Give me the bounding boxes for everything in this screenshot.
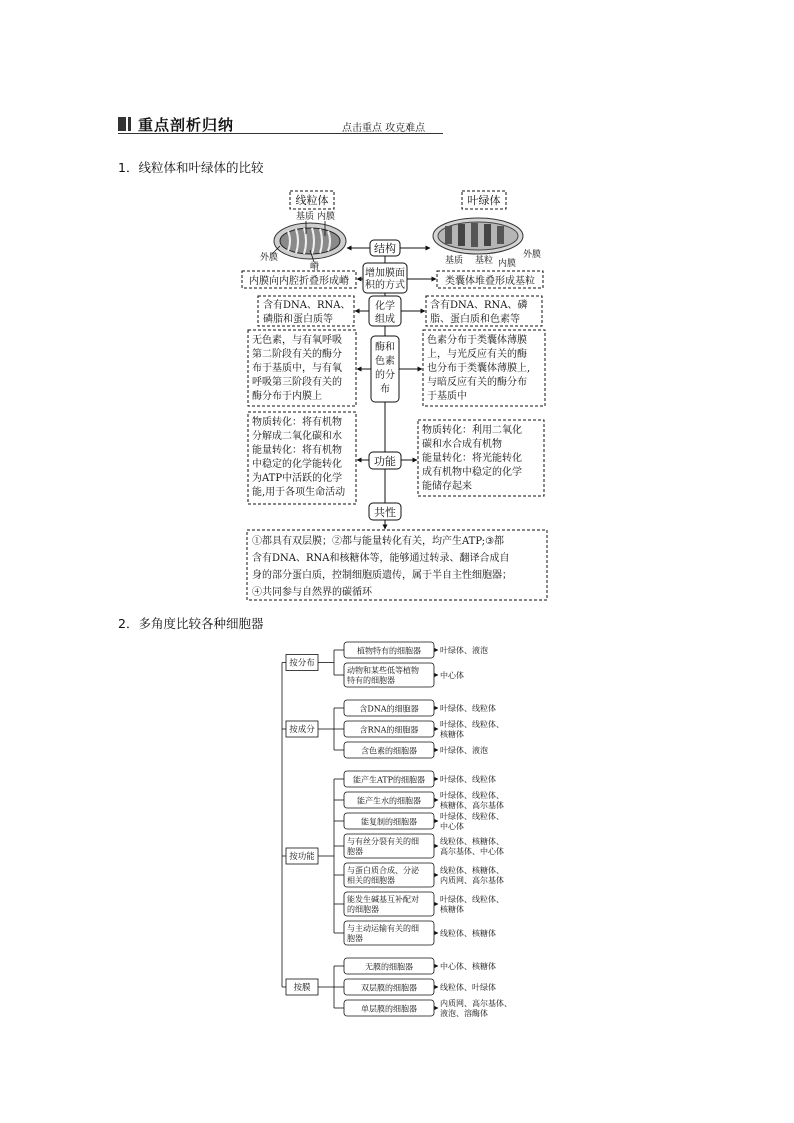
organelle-result-text: 叶绿体、液泡	[440, 646, 488, 655]
mito-function-line: 物质转化：将有机物	[252, 417, 342, 428]
section-header-subtitle: 点击重点 攻克难点	[342, 123, 426, 134]
group-label-text: 按膜	[293, 983, 311, 993]
organelle-result-text: 叶绿体、线粒体、	[440, 895, 504, 904]
group-label-text: 按成分	[289, 725, 315, 735]
chloro-membrane-method: 类囊体堆叠形成基粒	[445, 276, 535, 287]
center-structure: 结构	[374, 242, 396, 255]
common-text-line: 身的部分蛋白质，控制细胞质遗传，属于半自主性细胞器；	[252, 570, 512, 581]
organelle-category-text: 含色素的细胞器	[361, 746, 417, 756]
chloro-enzyme-line: 色素分布于类囊体薄膜	[427, 335, 527, 346]
mito-membrane-method: 内膜向内腔折叠形成嵴	[249, 276, 349, 287]
chloro-grana-label: 基粒	[475, 256, 494, 266]
organelle-result-text: 核糖体	[440, 730, 464, 739]
chloro-stroma-label: 基质	[445, 256, 464, 266]
section-header-title: 重点剖析归纳	[138, 116, 235, 134]
chloro-chem-line: 含有DNA、RNA、磷	[430, 300, 528, 311]
organelle-result-text: 叶绿体、线粒体、	[440, 791, 504, 800]
mito-chem-line: 磷脂和蛋白质等	[263, 314, 333, 325]
organelle-result-text: 线粒体、核糖体、	[440, 837, 504, 846]
section2-title: 2．多角度比较各种细胞器	[118, 616, 264, 631]
group-label-text: 按功能	[289, 852, 315, 862]
chloro-chem-line: 脂、蛋白质和色素等	[430, 314, 520, 325]
center-chem-1: 化学	[375, 301, 395, 312]
organelle-result-text: 线粒体、核糖体、	[440, 866, 504, 875]
organelle-category-text: 单层膜的细胞器	[361, 1004, 417, 1014]
chloro-function-line: 碳和水合成有机物	[422, 439, 502, 450]
organelle-category-text: 植物特有的细胞器	[357, 646, 421, 656]
chloro-function-line: 能储存起来	[422, 481, 472, 492]
organelle-category-text: 与蛋白质合成、分泌	[347, 866, 419, 875]
organelle-result-text: 叶绿体、液泡	[440, 746, 488, 755]
center-enzyme-line: 布	[380, 384, 390, 395]
organelle-result-text: 中心体	[440, 822, 464, 831]
organelle-category-text: 含DNA的细胞器	[359, 704, 419, 714]
organelle-result-text: 中心体	[440, 671, 464, 680]
mito-function-line: 中稳定的化学能转化	[252, 459, 342, 470]
organelle-category-text: 特有的细胞器	[347, 676, 395, 685]
organelle-result-text: 内质网、高尔基体	[440, 876, 504, 885]
chloro-enzyme-line: 与暗反应有关的酶分布	[427, 377, 527, 388]
mito-function-line: 分解成二氧化碳和水	[252, 431, 342, 442]
organelle-result-text: 叶绿体、线粒体	[440, 775, 496, 784]
mito-outer-membrane-label: 外膜	[260, 253, 279, 263]
mito-enzyme-line: 呼吸第三阶段有关的	[252, 377, 342, 388]
mito-enzyme-line: 酶分布于内膜上	[252, 391, 322, 402]
center-enzyme-line: 色素	[375, 356, 395, 367]
center-common: 共性	[374, 506, 396, 519]
chloroplast-illustration	[433, 218, 523, 254]
organelle-category-text: 与主动运输有关的细	[347, 924, 419, 933]
organelle-category-text: 胞器	[347, 934, 363, 943]
organelle-category-text: 无膜的细胞器	[365, 962, 413, 972]
organelle-category-text: 的细胞器	[347, 905, 379, 914]
organelle-category-text: 能发生碱基互补配对	[347, 895, 419, 904]
organelle-result-text: 叶绿体、线粒体	[440, 704, 496, 713]
mito-inner-membrane-label: 内膜	[317, 212, 336, 222]
organelle-result-text: 核糖体	[440, 905, 464, 914]
organelle-classification-diagram	[280, 640, 550, 1020]
organelle-result-text: 叶绿体、线粒体、	[440, 812, 504, 821]
mito-function-line: 能量转化：将有机物	[252, 445, 342, 456]
chloro-enzyme-line: 上，与光反应有关的酶	[427, 349, 527, 360]
mito-chem-line: 含有DNA、RNA、	[263, 300, 351, 311]
organelle-result-text: 液泡、溶酶体	[440, 1009, 488, 1018]
organelle-category-text: 双层膜的细胞器	[361, 983, 417, 993]
organelle-result-text: 线粒体、叶绿体	[440, 983, 496, 992]
organelle-category-text: 能产生水的细胞器	[357, 796, 421, 806]
organelle-result-text: 高尔基体、中心体	[440, 847, 504, 856]
chloro-enzyme-line: 于基质中	[427, 391, 467, 402]
organelle-category-text: 能产生ATP的细胞器	[352, 775, 426, 785]
chloro-function-line: 成有机物中稳定的化学	[422, 467, 522, 478]
section1-title: 1．线粒体和叶绿体的比较	[118, 160, 264, 175]
organelle-category-text: 能复制的细胞器	[361, 817, 417, 827]
organelle-result-text: 核糖体、高尔基体	[440, 801, 504, 810]
chloro-enzyme-line: 也分布于类囊体薄膜上,	[427, 363, 531, 374]
chloro-outer-membrane-label: 外膜	[523, 250, 542, 260]
group-label-text: 按分布	[289, 658, 315, 669]
mito-enzyme-line: 无色素，与有氧呼吸	[252, 335, 342, 346]
center-enzyme-line: 的分	[375, 370, 395, 381]
common-text-line: 含有DNA、RNA和核糖体等，能够通过转录、翻译合成自	[252, 553, 510, 564]
mito-crista-label: 嵴	[310, 262, 320, 272]
chloroplast-label: 叶绿体	[467, 194, 501, 207]
mito-chloro-comparison-diagram	[230, 186, 560, 602]
common-text-line: ④共同参与自然界的碳循环	[252, 587, 372, 598]
chloro-function-line: 能量转化：将光能转化	[422, 453, 522, 464]
organelle-result-text: 叶绿体、线粒体、	[440, 720, 504, 729]
organelle-category-text: 含RNA的细胞器	[359, 725, 419, 735]
mito-function-line: 能,用于各项生命活动	[252, 487, 346, 498]
organelle-result-text: 中心体、核糖体	[440, 962, 496, 971]
chloro-function-line: 物质转化：利用二氧化	[422, 425, 522, 436]
organelle-category-text: 相关的细胞器	[347, 876, 395, 885]
mitochondrion-illustration	[274, 223, 346, 259]
organelle-category-text: 与有丝分裂有关的细	[347, 837, 419, 846]
mito-matrix-label: 基质	[296, 212, 315, 222]
organelle-result-text: 内质网、高尔基体、	[440, 999, 512, 1008]
center-enzyme-line: 酶和	[375, 342, 395, 353]
mito-enzyme-line: 布于基质中，与有氧	[252, 363, 342, 374]
common-text-line: ①都具有双层膜；②都与能量转化有关，均产生ATP;③都	[252, 536, 505, 547]
organelle-category-text: 动物和某些低等植物	[347, 666, 419, 675]
organelle-category-text: 胞器	[347, 847, 363, 856]
center-increase-2: 积的方式	[365, 280, 405, 291]
mito-function-line: 为ATP中活跃的化学	[252, 473, 343, 484]
center-chem-2: 组成	[375, 314, 395, 325]
center-increase-1: 增加膜面	[365, 268, 405, 279]
chloro-inner-membrane-label: 内膜	[498, 259, 517, 269]
mito-enzyme-line: 第二阶段有关的酶分	[252, 349, 342, 360]
organelle-result-text: 线粒体、核糖体	[440, 929, 496, 938]
mitochondria-label: 线粒体	[295, 194, 329, 207]
center-function: 功能	[374, 455, 396, 468]
